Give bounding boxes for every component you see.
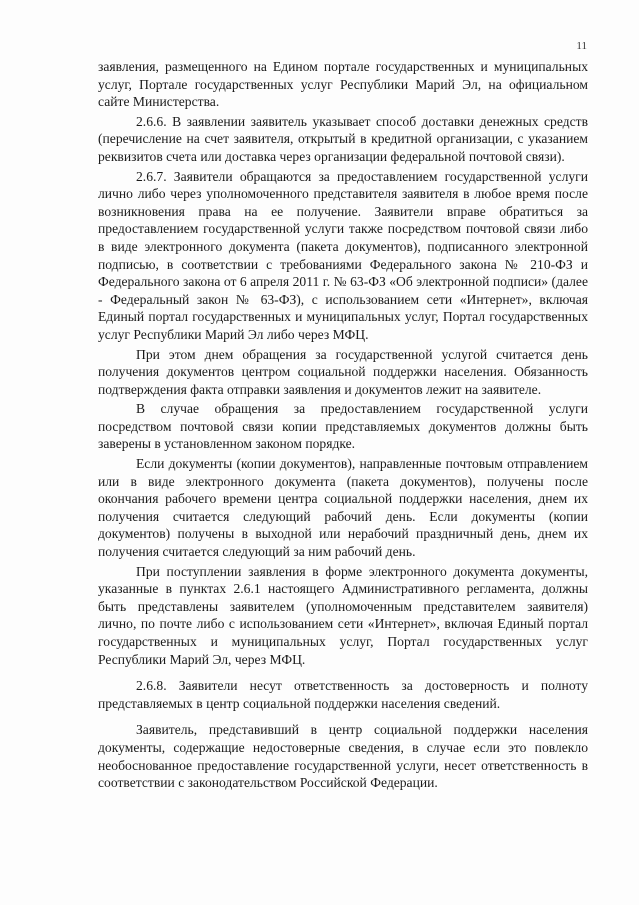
paragraph-day-of-application: При этом днем обращения за государственной услугой считается день получения документов центром социальной поддержки населения. Обязанность подтверждения факта отправки заявления и документов лежит на заявителе. xyxy=(98,346,588,397)
paragraph-2-6-7: 2.6.7. Заявители обращаются за предоставлением государственной услуги лично либо через уполномоченного представителя заявителя в любое время после возникновения права на ее получение. Заявители вправе обратиться за предоставлением государственной услуги также посредством почтовой связи либо в виде электронного документа (пакета документов), подписанного электронной подписью, в соответствии с требованиями Федерального закона № 210-ФЗ и Федерального закона от 6 апреля 2011 г. № 63-ФЗ «Об электронной подписи» (далее - Федеральный закон № 63-ФЗ), с использованием сети «Интернет», включая Единый портал государственных и муниципальных услуг, Портал государственных услуг Республики Марий Эл либо через МФЦ. xyxy=(98,168,588,342)
document-body xyxy=(98,58,588,792)
paragraph-electronic-application: При поступлении заявления в форме электронного документа документы, указанные в пунктах 2.6.1 настоящего Административного регламента, должны быть представлены заявителем (уполномоченным представителем заявителя) лично, по почте либо с использованием сети «Интернет», включая Единый портал государственных и муниципальных услуг, Портал государственных услуг Республики Марий Эл, через МФЦ. xyxy=(98,563,588,667)
paragraph-2-6-8: 2.6.8. Заявители несут ответственность за достоверность и полноту представляемых в центр социальной поддержки населения сведений. xyxy=(98,678,588,711)
paragraph-liability: Заявитель, представивший в центр социальной поддержки населения документы, содержащие недостоверные сведения, в случае если это повлекло необоснованное предоставление государственной услуги, несет ответственность в соответствии с законодательством Российской Федерации. xyxy=(98,722,588,791)
paragraph-continuation: заявления, размещенного на Едином портале государственных и муниципальных услуг, Портале государственных услуг Республики Марий Эл, на официальном сайте Министерства. xyxy=(98,59,588,110)
paragraph-received-after-hours: Если документы (копии документов), направленные почтовым отправлением или в виде электронного документа (пакета документов), получены после окончания рабочего времени центра социальной поддержки населения, днем их получения считается следующий рабочий день. Если документы (копии документов) получены в выходной или нерабочий праздничный день, днем их получения считается следующий за ним рабочий день. xyxy=(98,456,588,560)
page-number: 11 xyxy=(576,40,587,52)
paragraph-postal-copies: В случае обращения за предоставлением государственной услуги посредством почтовой связи копии представляемых документов должны быть заверены в установленном законом порядке. xyxy=(98,401,588,452)
paragraph-2-6-6: 2.6.6. В заявлении заявитель указывает способ доставки денежных средств (перечисление на счет заявителя, открытый в кредитной организации, с указанием реквизитов счета или доставка через организации федеральной почтовой связи). xyxy=(98,113,588,164)
